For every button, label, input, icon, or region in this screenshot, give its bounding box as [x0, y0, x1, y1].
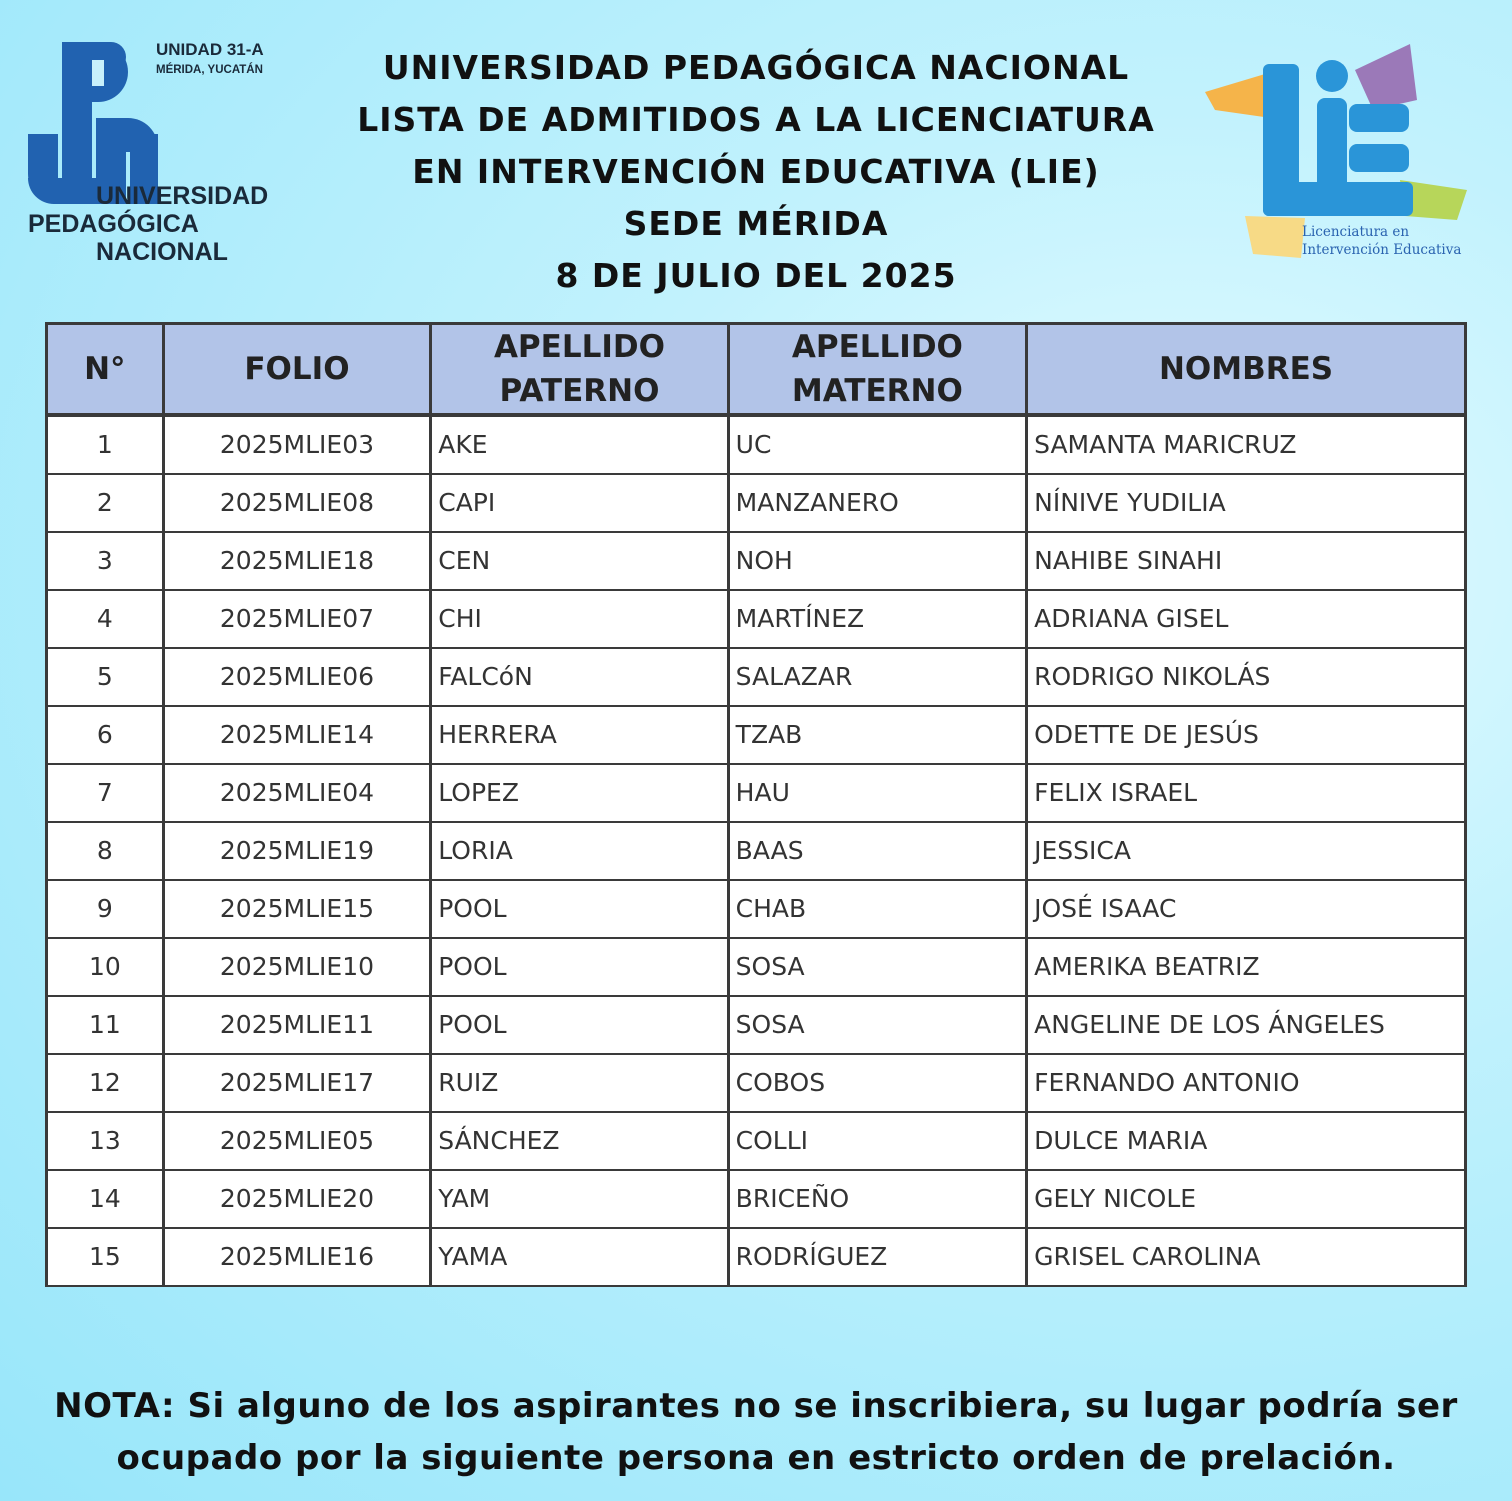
cell-paterno: YAM	[431, 1170, 728, 1228]
cell-no: 12	[47, 1054, 164, 1112]
cell-no: 6	[47, 706, 164, 764]
cell-paterno: AKE	[431, 415, 728, 474]
cell-materno: CHAB	[728, 880, 1026, 938]
cell-no: 9	[47, 880, 164, 938]
cell-folio: 2025MLIE07	[163, 590, 431, 648]
lie-logo-i-stem	[1317, 98, 1347, 200]
lie-logo-e-top	[1349, 104, 1409, 132]
cell-no: 3	[47, 532, 164, 590]
table-body	[47, 415, 1466, 1286]
header-materno-line2: MATERNO	[791, 373, 963, 409]
cell-nombres: ANGELINE DE LOS ÁNGELES	[1027, 996, 1466, 1054]
cell-materno: SOSA	[728, 938, 1026, 996]
cell-no: 13	[47, 1112, 164, 1170]
table-row	[47, 474, 1466, 532]
cell-folio: 2025MLIE06	[163, 648, 431, 706]
cell-no: 1	[47, 415, 164, 474]
upn-name-line1: UNIVERSIDAD	[96, 182, 269, 210]
cell-materno: COBOS	[728, 1054, 1026, 1112]
cell-paterno: POOL	[431, 938, 728, 996]
cell-nombres: JESSICA	[1027, 822, 1466, 880]
table-row	[47, 1170, 1466, 1228]
cell-no: 7	[47, 764, 164, 822]
table-row	[47, 822, 1466, 880]
cell-no: 14	[47, 1170, 164, 1228]
table-row	[47, 1112, 1466, 1170]
cell-no: 8	[47, 822, 164, 880]
cell-nombres: JOSÉ ISAAC	[1027, 880, 1466, 938]
title-line3: EN INTERVENCIÓN EDUCATIVA (LIE)	[412, 152, 1100, 191]
cell-folio: 2025MLIE16	[163, 1228, 431, 1286]
cell-folio: 2025MLIE10	[163, 938, 431, 996]
cell-paterno: CEN	[431, 532, 728, 590]
cell-nombres: AMERIKA BEATRIZ	[1027, 938, 1466, 996]
table-row	[47, 1228, 1466, 1286]
lie-logo-yellow-shape	[1245, 216, 1305, 258]
lie-logo-e-mid	[1349, 144, 1409, 172]
cell-paterno: YAMA	[431, 1228, 728, 1286]
table-row	[47, 764, 1466, 822]
cell-materno: UC	[728, 415, 1026, 474]
cell-no: 5	[47, 648, 164, 706]
cell-nombres: GELY NICOLE	[1027, 1170, 1466, 1228]
cell-folio: 2025MLIE03	[163, 415, 431, 474]
cell-materno: BAAS	[728, 822, 1026, 880]
upn-unit-label: UNIDAD 31-A	[156, 40, 264, 59]
cell-nombres: NAHIBE SINAHI	[1027, 532, 1466, 590]
admitted-table-wrapper	[45, 322, 1465, 1287]
cell-materno: RODRÍGUEZ	[728, 1228, 1026, 1286]
cell-nombres: ODETTE DE JESÚS	[1027, 706, 1466, 764]
upn-name-line3: NACIONAL	[96, 238, 228, 266]
table-row	[47, 532, 1466, 590]
header-paterno	[431, 324, 728, 416]
cell-materno: NOH	[728, 532, 1026, 590]
title-line1: UNIVERSIDAD PEDAGÓGICA NACIONAL	[382, 48, 1130, 87]
header-nombres: NOMBRES	[1027, 324, 1466, 416]
cell-nombres: FELIX ISRAEL	[1027, 764, 1466, 822]
lie-logo-purple-shape	[1355, 44, 1417, 110]
cell-materno: SOSA	[728, 996, 1026, 1054]
header-folio: FOLIO	[163, 324, 431, 416]
lie-logo-caption-line1: Licenciatura en	[1302, 224, 1410, 240]
cell-paterno: LORIA	[431, 822, 728, 880]
header-materno	[728, 324, 1026, 416]
table-row	[47, 880, 1466, 938]
footer-note	[30, 1380, 1482, 1484]
cell-folio: 2025MLIE18	[163, 532, 431, 590]
cell-no: 4	[47, 590, 164, 648]
table-header	[47, 324, 1466, 416]
cell-nombres: ADRIANA GISEL	[1027, 590, 1466, 648]
cell-materno: COLLI	[728, 1112, 1026, 1170]
title-line5: 8 DE JULIO DEL 2025	[555, 256, 957, 295]
lie-logo-i-dot	[1316, 60, 1348, 92]
cell-materno: SALAZAR	[728, 648, 1026, 706]
cell-folio: 2025MLIE04	[163, 764, 431, 822]
cell-paterno: RUIZ	[431, 1054, 728, 1112]
note-line1: NOTA: Si alguno de los aspirantes no se inscribiera, su lugar podría ser	[54, 1386, 1458, 1426]
cell-paterno: LOPEZ	[431, 764, 728, 822]
cell-paterno: FALCóN	[431, 648, 728, 706]
table-row	[47, 706, 1466, 764]
lie-logo-orange-shape	[1205, 74, 1271, 118]
note-line2: ocupado por la siguiente persona en estricto orden de prelación.	[116, 1438, 1396, 1478]
cell-materno: HAU	[728, 764, 1026, 822]
cell-no: 11	[47, 996, 164, 1054]
cell-nombres: DULCE MARIA	[1027, 1112, 1466, 1170]
cell-folio: 2025MLIE17	[163, 1054, 431, 1112]
table-row	[47, 1054, 1466, 1112]
table-header-row	[47, 324, 1466, 416]
header-no: N°	[47, 324, 164, 416]
cell-folio: 2025MLIE14	[163, 706, 431, 764]
table-row	[47, 996, 1466, 1054]
header-materno-line1: APELLIDO	[791, 329, 963, 365]
title-line4: SEDE MÉRIDA	[623, 204, 889, 243]
cell-nombres: SAMANTA MARICRUZ	[1027, 415, 1466, 474]
table-row	[47, 415, 1466, 474]
cell-no: 10	[47, 938, 164, 996]
admitted-table	[45, 322, 1467, 1287]
cell-nombres: NÍNIVE YUDILIA	[1027, 474, 1466, 532]
cell-materno: MARTÍNEZ	[728, 590, 1026, 648]
table-row	[47, 938, 1466, 996]
cell-no: 15	[47, 1228, 164, 1286]
cell-nombres: GRISEL CAROLINA	[1027, 1228, 1466, 1286]
upn-city-label: MÉRIDA, YUCATÁN	[156, 64, 263, 76]
cell-paterno: CHI	[431, 590, 728, 648]
cell-materno: MANZANERO	[728, 474, 1026, 532]
cell-paterno: CAPI	[431, 474, 728, 532]
cell-folio: 2025MLIE05	[163, 1112, 431, 1170]
table-row	[47, 590, 1466, 648]
cell-folio: 2025MLIE08	[163, 474, 431, 532]
cell-paterno: SÁNCHEZ	[431, 1112, 728, 1170]
cell-paterno: POOL	[431, 880, 728, 938]
cell-folio: 2025MLIE20	[163, 1170, 431, 1228]
title-line2: LISTA DE ADMITIDOS A LA LICENCIATURA	[357, 100, 1155, 139]
cell-folio: 2025MLIE15	[163, 880, 431, 938]
cell-no: 2	[47, 474, 164, 532]
header-paterno-line1: APELLIDO	[493, 329, 665, 365]
upn-logo-bar-left	[62, 42, 92, 182]
cell-nombres: RODRIGO NIKOLÁS	[1027, 648, 1466, 706]
cell-folio: 2025MLIE19	[163, 822, 431, 880]
lie-logo-caption-line2: Intervención Educativa	[1302, 242, 1462, 258]
table-row	[47, 648, 1466, 706]
page-title	[300, 42, 1212, 302]
cell-materno: BRICEÑO	[728, 1170, 1026, 1228]
cell-paterno: HERRERA	[431, 706, 728, 764]
header-paterno-line2: PATERNO	[499, 373, 660, 409]
cell-paterno: POOL	[431, 996, 728, 1054]
upn-name-line2: PEDAGÓGICA	[28, 210, 199, 238]
cell-materno: TZAB	[728, 706, 1026, 764]
upn-logo-p-hole	[92, 60, 104, 86]
cell-folio: 2025MLIE11	[163, 996, 431, 1054]
cell-nombres: FERNANDO ANTONIO	[1027, 1054, 1466, 1112]
